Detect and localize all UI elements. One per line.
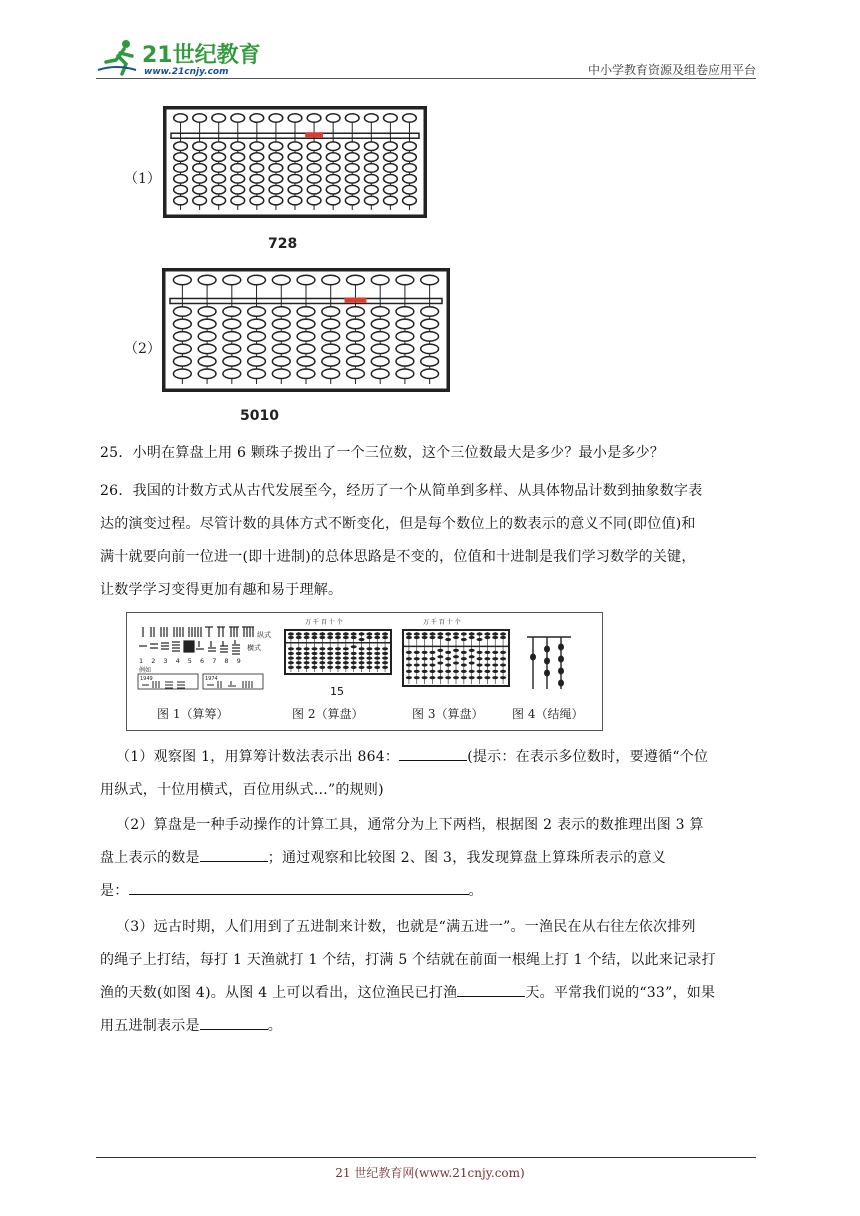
site-logo — [96, 36, 266, 80]
rods-example-1974: 1974 — [205, 676, 218, 682]
q26-part2-text-c: ；通过观察和比较图 2、图 3，我发现算盘上算珠所表示的意义 — [267, 850, 666, 866]
abacus-1-label: （1） — [124, 171, 161, 187]
answer-blank-3[interactable] — [129, 880, 469, 895]
q26-part-2 — [100, 809, 765, 908]
q26-part2-period: 。 — [468, 883, 483, 899]
abacus-2-value: 5010 — [240, 408, 279, 424]
question-26-intro — [100, 475, 765, 607]
q26-part1-hint-cont: 用纵式，十位用横式，百位用纵式…”的规则) — [100, 782, 384, 798]
q26-part3-text-d: 天。平常我们说的“33”，如果 — [525, 985, 716, 1001]
rods-example-1949: 1949 — [140, 676, 153, 682]
q26-intro-line: 达的演变过程。尽管计数的具体方式不断变化，但是每个数位上的数表示的意义不同(即位值)和 — [100, 516, 696, 532]
footer-divider — [96, 1157, 756, 1158]
q26-part1-hint: (提示：在表示多位数时，要遵循“个位 — [467, 749, 709, 765]
answer-blank-1[interactable] — [399, 746, 467, 761]
rods-example-label: 例如 — [139, 667, 152, 674]
fig3-caption: 图 3（算盘） — [412, 707, 484, 721]
q26-part2-text-d: 是： — [100, 883, 129, 899]
abacus-2-image — [162, 268, 450, 392]
rods-vertical-label: 纵式 — [257, 631, 271, 639]
logo-url: www.21cnjy.com — [144, 67, 229, 77]
answer-blank-4[interactable] — [457, 982, 525, 997]
footer-text: 21 世纪教育网(www.21cnjy.com) — [335, 1166, 525, 1180]
q26-part3-text: （3）远古时期，人们用到了五进制来计数，也就是“满五进一”。一渔民在从右往左依次排列 — [116, 919, 696, 935]
fig2-caption: 图 2（算盘） — [292, 707, 364, 721]
header-platform-title: 中小学教育资源及组卷应用平台 — [587, 63, 756, 77]
answer-blank-2[interactable] — [200, 847, 268, 862]
logo-text: 21世纪教育 — [142, 43, 261, 68]
abacus-1-value: 728 — [268, 236, 298, 252]
fig2-place-header: 万 千 百 十 个 — [305, 619, 343, 626]
q26-part3-text-e: 用五进制表示是 — [100, 1018, 200, 1034]
fig1-caption: 图 1（算筹） — [157, 707, 229, 721]
q26-part-1 — [100, 741, 765, 807]
q26-part2-text-b: 盘上表示的数是 — [100, 850, 200, 866]
q26-intro-line: 让数学学习变得更加有趣和易于理解。 — [100, 582, 343, 598]
q26-part1-text: （1）观察图 1，用算筹计数法表示出 864： — [116, 749, 400, 765]
q26-part2-text: （2）算盘是一种手动操作的计算工具，通常分为上下两档，根据图 2 表示的数推理出图 3 算 — [116, 817, 704, 833]
rods-horizontal-label: 横式 — [247, 644, 261, 652]
fig3-place-header: 万 千 百 十 个 — [423, 619, 461, 626]
fig3-abacus — [402, 629, 510, 687]
rods-digits: 1 2 3 4 5 6 7 8 9 — [139, 657, 241, 665]
fig2-value: 15 — [330, 685, 344, 698]
question-25: 25．小明在算盘上用 6 颗珠子拨出了一个三位数，这个三位数最大是多少？最小是多少？ — [100, 445, 665, 461]
q26-part3-period: 。 — [267, 1018, 282, 1034]
abacus-1-image — [163, 106, 427, 218]
q26-part3-text-b: 的绳子上打结，每打 1 天渔就打 1 个结，打满 5 个结就在前面一根绳上打 1 个结，以此来记录打 — [100, 952, 716, 968]
header-divider — [96, 78, 756, 79]
fig4-caption: 图 4（结绳） — [512, 707, 584, 721]
q26-intro-line: 满十就要向前一位进一(即十进制)的总体思路是不变的，位值和十进制是我们学习数学的关键， — [100, 549, 696, 565]
answer-blank-5[interactable] — [200, 1015, 268, 1030]
fig2-abacus — [284, 629, 392, 675]
counting-methods-figure — [126, 612, 603, 731]
q26-part-3 — [100, 911, 765, 1043]
abacus-2-label: （2） — [124, 341, 161, 357]
knotted-rope-figure — [525, 635, 575, 693]
runner-icon — [98, 40, 136, 74]
q26-part3-text-c: 渔的天数(如图 4)。从图 4 上可以看出，这位渔民已打渔 — [100, 985, 458, 1001]
q26-intro-line: 26．我国的计数方式从古代发展至今，经历了一个从简单到多样、从具体物品计数到抽象数字表 — [100, 483, 703, 499]
counting-rods-figure — [137, 621, 277, 691]
